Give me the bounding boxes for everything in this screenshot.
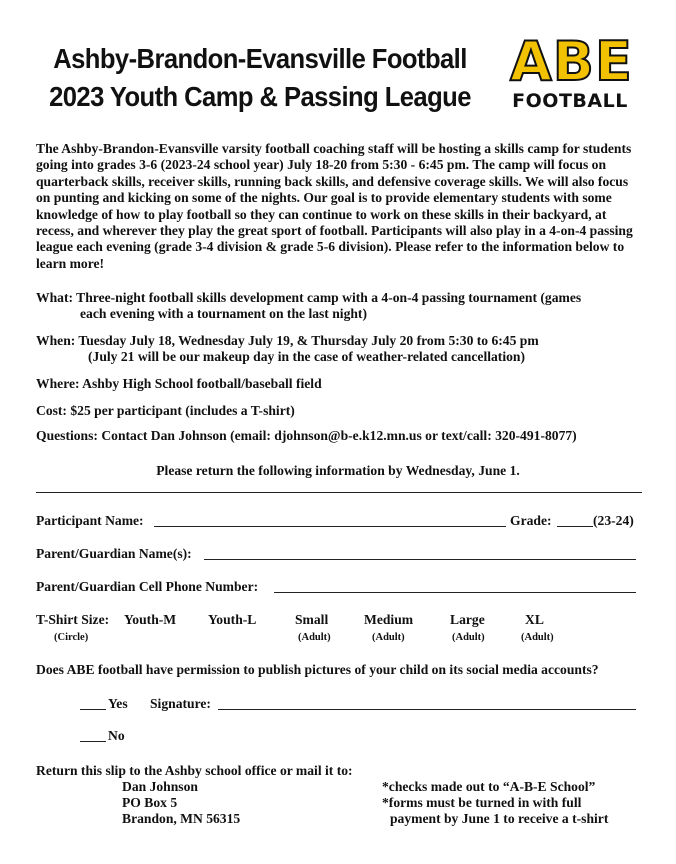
yes-blank[interactable] [80,697,106,710]
cost-line: Cost: $25 per participant (includes a T-shirt) [36,403,295,418]
when-line-1: When: Tuesday July 18, Wednesday July 19, & Thursday July 20 from 5:30 to 6:45 pm [36,333,539,348]
size-large[interactable]: Large [450,612,485,627]
size-youth-m[interactable]: Youth-M [124,612,177,627]
signature-field[interactable] [218,697,636,710]
what-line-2: each evening with a tournament on the last night) [80,306,367,321]
return-instructions: Return this slip to the Ashby school office or mail it to: [36,763,353,778]
logo-letters: ABE [510,30,633,93]
participant-name-field[interactable] [154,514,506,527]
grade-label: Grade: [510,513,552,528]
footer-note-2: *forms must be turned in with full [382,795,582,810]
address-line-1: Dan Johnson [122,779,198,794]
size-small[interactable]: Small [295,612,329,627]
intro-paragraph: The Ashby-Brandon-Evansville varsity football coaching staff will be hosting a skills camp for students going into grades 3-6 (2023-24 school year) July 18-20 from 5:30 - 6:45 pm. The camp will focus on quarterback skills, receiver skills, running back skills, and defensive coverage skills. We will also focus on punting and kicking on some of the nights. Our goal is to provide elementary students with some knowledge of how to play football so they can continue to work on these skills in their backyard, at recess, and wherever they play the great sport of football. Participants will also play in a 4-on-4 passing league each evening (grade 3-4 division & grade 5-6 division). Please refer to the information below to learn more! [36,141,633,271]
logo-word: FOOTBALL [512,90,628,112]
signature-label: Signature: [150,696,211,711]
size-medium-note: (Adult) [372,632,405,643]
phone-label: Parent/Guardian Cell Phone Number: [36,579,259,594]
yes-label: Yes [108,696,128,711]
footer-note-3: payment by June 1 to receive a t-shirt [390,811,609,826]
participant-name-label: Participant Name: [36,513,144,528]
title-line-1: Ashby-Brandon-Evansville Football [53,43,467,74]
size-xl-note: (Adult) [521,632,554,643]
questions-line: Questions: Contact Dan Johnson (email: djohnson@b-e.k12.mn.us or text/call: 320-491-8077) [36,428,577,443]
grade-hint: (23-24) [593,513,634,528]
circle-hint: (Circle) [54,632,89,643]
grade-field[interactable] [557,514,593,527]
address-line-2: PO Box 5 [122,795,178,810]
abe-football-logo [510,30,633,114]
parent-name-label: Parent/Guardian Name(s): [36,546,192,561]
no-label: No [108,728,125,743]
return-note: Please return the following information by Wednesday, June 1. [156,463,520,478]
title-line-2: 2023 Youth Camp & Passing League [49,81,471,112]
size-youth-l[interactable]: Youth-L [208,612,257,627]
footer-note-1: *checks made out to “A-B-E School” [382,779,596,794]
where-line: Where: Ashby High School football/baseball field [36,376,322,391]
size-large-note: (Adult) [452,632,485,643]
when-line-2: (July 21 will be our makeup day in the case of weather-related cancellation) [88,349,525,364]
tshirt-size-label: T-Shirt Size: [36,612,110,627]
what-line-1: What: Three-night football skills development camp with a 4-on-4 passing tournament (games [36,290,582,305]
size-xl[interactable]: XL [525,612,544,627]
address-line-3: Brandon, MN 56315 [122,811,241,826]
permission-question: Does ABE football have permission to publish pictures of your child on its social media accounts? [36,662,599,677]
size-small-note: (Adult) [298,632,331,643]
phone-field[interactable] [274,580,636,593]
cut-line [36,492,642,493]
size-medium[interactable]: Medium [364,612,414,627]
no-blank[interactable] [80,729,106,742]
parent-name-field[interactable] [204,547,636,560]
